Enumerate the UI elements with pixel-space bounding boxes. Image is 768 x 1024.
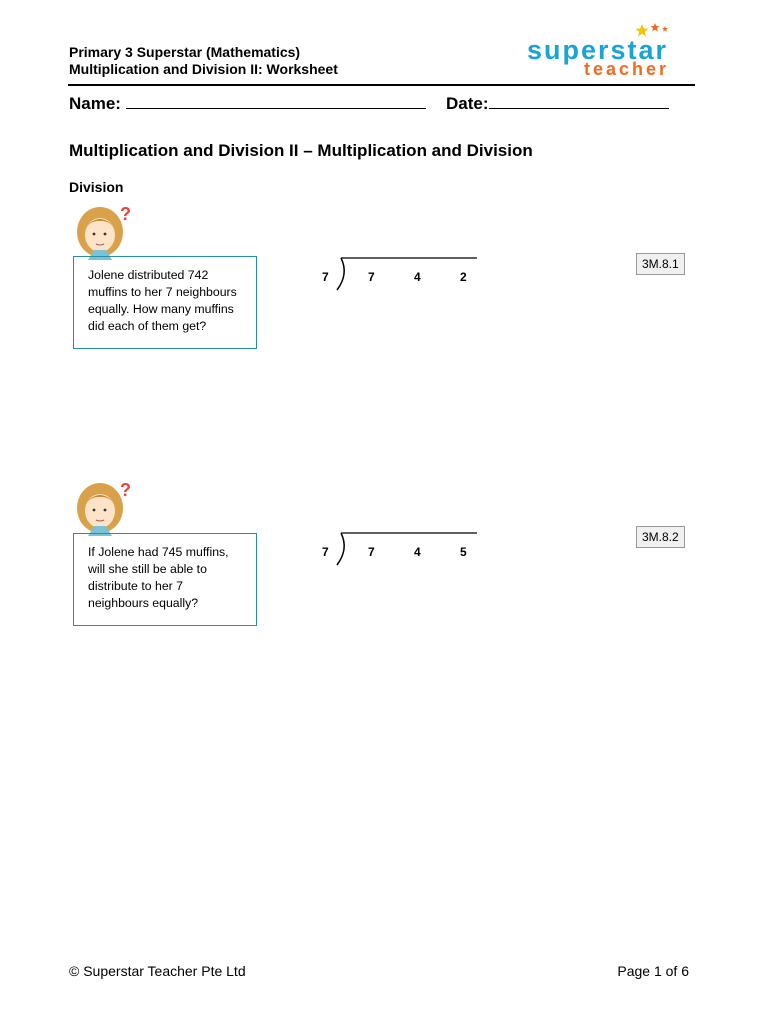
question-2-text: If Jolene had 745 muffins, will she still be able to distribute to her 7 neighbours equally? xyxy=(88,545,229,610)
question-2-box xyxy=(73,533,257,626)
q1-dividend-digit: 7 xyxy=(368,270,375,284)
q2-code-badge: 3M.8.2 xyxy=(636,526,685,548)
date-label: Date: xyxy=(446,94,489,113)
thinking-girl-icon xyxy=(72,478,134,538)
q1-division-bracket xyxy=(333,256,479,292)
header-line-2: Multiplication and Division II: Worksheet xyxy=(69,61,338,77)
logo-superstar-text: superstar xyxy=(527,35,669,65)
q2-dividend-digit: 5 xyxy=(460,545,467,559)
q1-dividend-digit: 2 xyxy=(460,270,467,284)
footer-copyright: © Superstar Teacher Pte Ltd xyxy=(69,963,246,979)
q2-divisor: 7 xyxy=(322,545,329,559)
name-field xyxy=(69,94,426,114)
q2-division-bracket xyxy=(333,531,479,567)
q1-code-badge: 3M.8.1 xyxy=(636,253,685,275)
worksheet-title: Multiplication and Division II – Multiplication and Division xyxy=(69,141,533,160)
logo-teacher-text: teacher xyxy=(584,59,670,79)
name-label: Name: xyxy=(69,94,121,113)
q1-dividend-digit: 4 xyxy=(414,270,421,284)
thinking-girl-icon xyxy=(72,202,134,262)
q2-dividend-digit: 7 xyxy=(368,545,375,559)
date-blank[interactable] xyxy=(489,94,669,109)
name-blank[interactable] xyxy=(126,94,426,109)
date-field xyxy=(446,94,669,114)
superstar-teacher-logo xyxy=(527,22,687,82)
q2-dividend-digit: 4 xyxy=(414,545,421,559)
svg-text:?: ? xyxy=(120,480,131,500)
section-heading: Division xyxy=(69,179,124,195)
svg-text:?: ? xyxy=(120,204,131,224)
question-1-box xyxy=(73,256,257,349)
header-rule xyxy=(68,84,695,86)
footer-page-number: Page 1 of 6 xyxy=(617,963,689,979)
q1-divisor: 7 xyxy=(322,270,329,284)
question-1-text: Jolene distributed 742 muffins to her 7 neighbours equally. How many muffins did each of them get? xyxy=(88,268,237,333)
header-line-1: Primary 3 Superstar (Mathematics) xyxy=(69,44,301,60)
